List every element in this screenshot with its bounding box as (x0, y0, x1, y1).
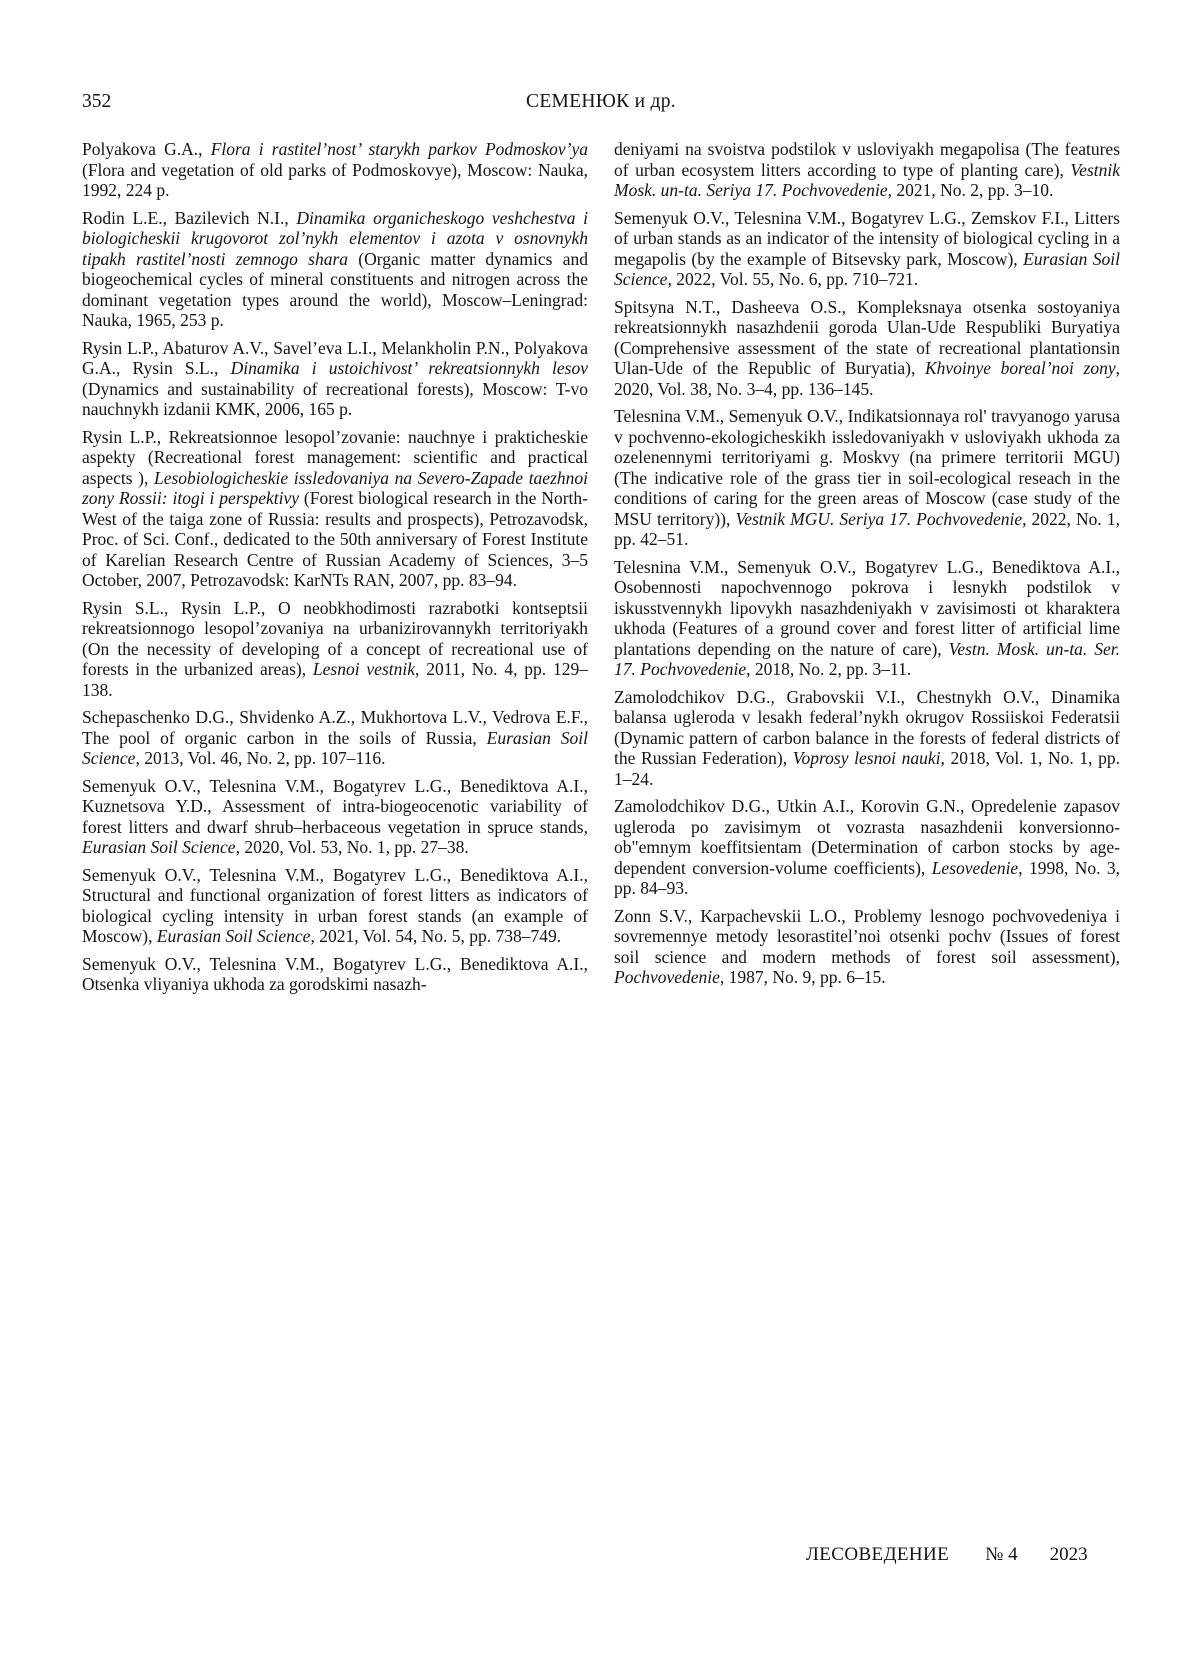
reference-text: (Forest biological research in the North-West of the taiga zone of Russia: results and prospects), Petrozavodsk, Proc. of Sci. Conf., dedicated to the 50th anniversary of Forest Institute of Karelian Research Centre of Russian Academy of Sciences, 3–5 October, 2007, Petrozavodsk: KarNTs RAN, 2007, pp. 83–94. (82, 488, 588, 590)
references-column-right (614, 139, 1120, 1002)
reference-title-italic: Lesobiologicheskie issledovaniya na Severo-Zapade taezhnoi zony Rossii: itogi i perspektivy (82, 467, 588, 508)
reference-text: , 1987, No. 9, pp. 6–15. (719, 967, 886, 987)
footer-journal-name: ЛЕСОВЕДЕНИЕ (806, 1544, 950, 1565)
reference-entry (82, 707, 588, 769)
reference-title-italic: Lesovedenie (931, 857, 1019, 878)
reference-text: , 2020, Vol. 38, No. 3–4, pp. 136–145. (614, 358, 1120, 399)
reference-text: , 2018, Vol. 1, No. 1, pp. 1–24. (614, 748, 1120, 789)
page-footer (806, 1544, 1088, 1566)
reference-text: , 2021, Vol. 54, No. 5, pp. 738–749. (310, 926, 562, 946)
reference-text: Zamolodchikov D.G., Grabovskii V.I., Chestnykh O.V., Dinamika balansa ugleroda v lesakh federal’nykh okrugov Rossiiskoi Federatsii (Dynamic pattern of carbon balance in the forests of federal districts of the Russian Federation), (614, 686, 1120, 768)
reference-entry (82, 954, 588, 995)
reference-title-italic: Pochvovedenie (614, 967, 720, 987)
footer-issue-number: № 4 (985, 1544, 1018, 1565)
reference-title-italic: Eurasian Soil Science (156, 926, 311, 946)
reference-text: , 2011, No. 4, pp. 129–138. (82, 659, 589, 700)
reference-text: Rysin L.P., Rekreatsionnoe lesopol’zovanie: nauchnye i prakticheskie aspekty (Recreational forest management: scientific and practical aspects ), (82, 426, 588, 488)
reference-entry (614, 208, 1120, 290)
reference-entry (82, 208, 588, 331)
running-title: СЕМЕНЮК и др. (526, 91, 676, 112)
reference-text: , 2020, Vol. 53, No. 1, pp. 27–38. (235, 837, 469, 857)
references-column-left (82, 139, 588, 1002)
reference-entry (82, 776, 588, 858)
reference-title-italic: Khvoinye boreal’noi zony (924, 358, 1116, 378)
reference-title-italic: Eurasian Soil Science (614, 248, 1120, 289)
reference-title-italic: Eurasian Soil Science (82, 837, 236, 857)
reference-text: Spitsyna N.T., Dasheeva O.S., Kompleksnaya otsenka sostoyaniya rekreatsionnykh nasazhdenii goroda Ulan-Ude Respubliki Buryatiya (Comprehensive assessment of the state of recreational plantationsin Ulan-Ude of the Republic of Buryatia), (614, 296, 1120, 378)
reference-text: , 2021, No. 2, pp. 3–10. (887, 180, 1054, 200)
reference-entry (614, 906, 1120, 988)
reference-text: Rysin S.L., Rysin L.P., O neobkhodimosti razrabotki kontseptsii rekreatsionnogo lesopol’zovaniya na urbanizirovannykh territoriyakh (On the necessity of developing of a concept of recreational use of forests in the urbanized areas), (82, 597, 588, 679)
reference-text: (Organic matter dynamics and biogeochemical cycles of mineral constituents and nitrogen across the dominant vegetation types around the world), Moscow–Leningrad: Nauka, 1965, 253 p. (82, 248, 588, 330)
references-section (82, 139, 1120, 1002)
reference-text: , 2018, No. 2, pp. 3–11. (746, 659, 912, 679)
reference-entry (82, 598, 588, 701)
reference-text: Telesnina V.M., Semenyuk O.V., Indikatsionnaya rol' travyanogo yarusa v pochvenno-ekologicheskikh issledovaniyakh v usloviyakh ukhoda za ozelenennymi territoriyami g. Moskvy (na primere territorii MGU) (The indicative role of the grass tier in soil-ecological reseach in the conditions of caring for the green areas of Moscow (case study of the MSU territory)), (614, 406, 1120, 529)
reference-title-italic: Vestnik Mosk. un-ta. Seriya 17. Pochvovedenie (614, 159, 1120, 200)
reference-entry (82, 865, 588, 947)
reference-title-italic: Dinamika organicheskogo veshchestva i biologicheskii krugovorot zol’nykh elementov i azota v osnovnykh tipakh rastitel’nosti zemnogo shara (82, 207, 588, 269)
reference-entry (82, 338, 588, 420)
reference-text: , 2013, Vol. 46, No. 2, pp. 107–116. (135, 748, 386, 768)
reference-text: Semenyuk O.V., Telesnina V.M., Bogatyrev L.G., Benediktova A.I., Structural and functional organization of forest litters as indicators of biological cycling intensity in urban forest stands (an example of Moscow), (82, 864, 588, 946)
reference-title-italic: Vestnik MGU. Seriya 17. Pochvovedenie (735, 508, 1023, 529)
reference-text: deniyami na svoistva podstilok v usloviyakh megapolisa (The features of urban ecosystem litters according to type of planting care), (614, 139, 1120, 180)
reference-title-italic: Dinamika i ustoichivost’ rekreatsionnykh lesov (230, 358, 588, 378)
reference-entry (614, 796, 1120, 899)
reference-entry (82, 427, 588, 591)
reference-entry (614, 557, 1120, 680)
reference-entry (614, 139, 1120, 201)
reference-text: Polyakova G.A., (82, 139, 211, 159)
footer-year: 2023 (1049, 1544, 1088, 1565)
reference-text: Semenyuk O.V., Telesnina V.M., Bogatyrev L.G., Benediktova A.I., Otsenka vliyaniya ukhoda za gorodskimi nasazh- (82, 953, 588, 994)
page-header (82, 91, 1120, 117)
reference-title-italic: Voprosy lesnoi nauki (792, 748, 941, 768)
reference-entry (82, 139, 588, 201)
reference-entry (614, 687, 1120, 790)
reference-text: Rysin L.P., Abaturov A.V., Savel’eva L.I., Melankholin P.N., Polyakova G.A., Rysin S.L., (82, 337, 588, 378)
reference-text: (Dynamics and sustainability of recreational forests), Moscow: T-vo nauchnykh izdanii KMK, 2006, 165 p. (82, 378, 588, 419)
reference-entry (614, 406, 1120, 550)
reference-text: Telesnina V.M., Semenyuk O.V., Bogatyrev L.G., Benediktova A.I., Osobennosti napochvennogo pokrova i lesnykh podstilok v iskusstvennykh lipovykh nasazhdeniyakh v zavisimosti ot kharaktera ukhoda (Features of a ground cover and forest litter of artificial lime plantations depending on the nature of care), (614, 556, 1120, 659)
reference-text: Schepaschenko D.G., Shvidenko A.Z., Mukhortova L.V., Vedrova E.F., The pool of organic carbon in the soils of Russia, (82, 707, 588, 748)
reference-text: Semenyuk O.V., Telesnina V.M., Bogatyrev L.G., Benediktova A.I., Kuznetsova Y.D., Assessment of intra-biogeocenotic variability of forest litters and dwarf shrub–herbaceous vegetation in spruce stands, (82, 775, 588, 837)
reference-text: , 2022, Vol. 55, No. 6, pp. 710–721. (667, 269, 919, 289)
reference-title-italic: Lesnoi vestnik (312, 659, 416, 679)
reference-text: (Flora and vegetation of old parks of Podmoskovye), Moscow: Nauka, 1992, 224 p. (82, 159, 588, 200)
reference-text: Zonn S.V., Karpachevskii L.O., Problemy lesnogo pochvovedeniya i sovremennye metody lesorastitel’noi otsenki pochv (Issues of forest soil science and modern methods of forest soil assessment), (614, 905, 1120, 967)
reference-entry (614, 297, 1120, 400)
reference-title-italic: Vestn. Mosk. un-ta. Ser. 17. Pochvovedenie (614, 638, 1120, 679)
reference-title-italic: Eurasian Soil Science (82, 727, 588, 768)
reference-text: Zamolodchikov D.G., Utkin A.I., Korovin G.N., Opredelenie zapasov ugleroda po zavisimym ot vozrasta nasazhdenii konversionno-ob"emnym koeffitsientam (Determination of carbon stocks by age-dependent conversion-volume coefficients), (614, 796, 1120, 878)
page-number: 352 (82, 91, 112, 112)
reference-text: Rodin L.E., Bazilevich N.I., (82, 207, 297, 228)
reference-text: , 1998, No. 3, pp. 84–93. (614, 857, 1121, 898)
reference-title-italic: Flora i rastitel’nost’ starykh parkov Podmoskov’ya (210, 139, 589, 159)
reference-text: , 2022, No. 1, pp. 42–51. (614, 508, 1120, 549)
reference-text: Semenyuk O.V., Telesnina V.M., Bogatyrev L.G., Zemskov F.I., Litters of urban stands as an indicator of the intensity of biological cycling in a megapolis (by the example of Bitsevsky park, Moscow), (614, 207, 1120, 269)
